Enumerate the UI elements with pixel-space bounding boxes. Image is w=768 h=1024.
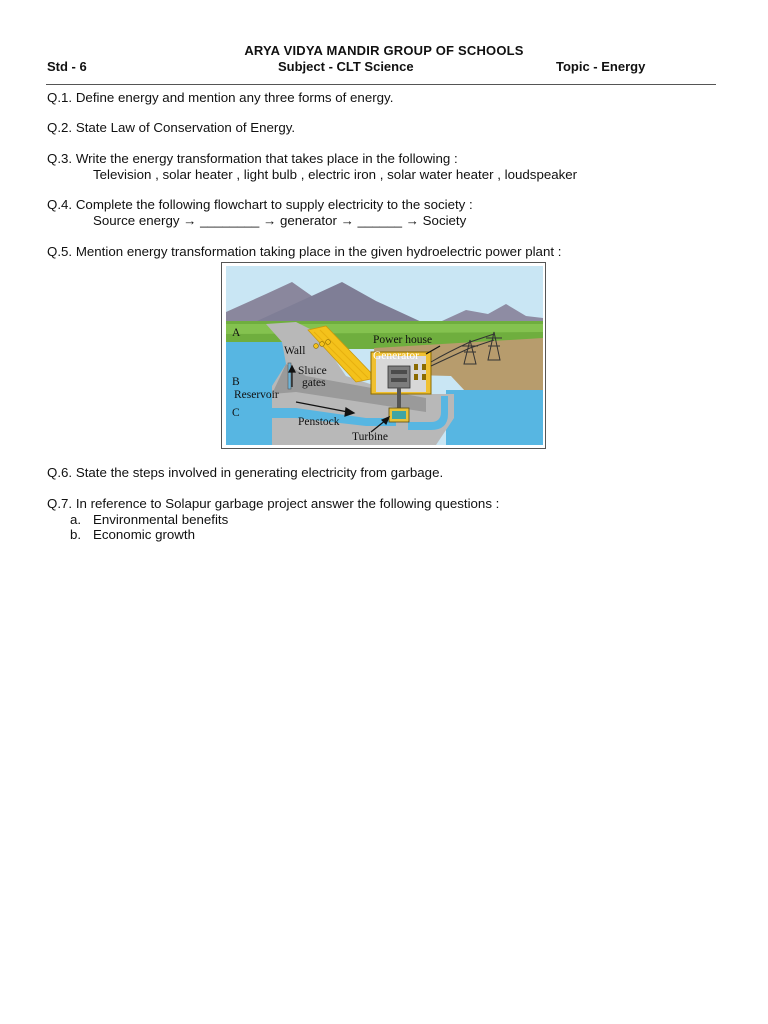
question-7-item-b-marker: b. xyxy=(70,527,82,542)
question-4-flowchart: Source energy → ________ → generator → ______ → Society xyxy=(93,213,467,228)
question-3-items: Television , solar heater , light bulb , electric iron , solar water heater , loudspeaker xyxy=(93,167,578,182)
school-title: ARYA VIDYA MANDIR GROUP OF SCHOOLS xyxy=(244,43,524,58)
label-reservoir: Reservoir xyxy=(234,389,279,401)
subject-label: Subject - CLT Science xyxy=(278,59,414,74)
question-1: Q.1. Define energy and mention any three forms of energy. xyxy=(47,90,394,105)
label-generator: Generator xyxy=(373,350,419,362)
label-b: B xyxy=(232,376,240,388)
question-7-item-b: Economic growth xyxy=(93,527,195,542)
question-7-item-a: Environmental benefits xyxy=(93,512,229,527)
question-7: Q.7. In reference to Solapur garbage project answer the following questions : xyxy=(47,496,500,511)
generator xyxy=(388,366,410,388)
label-power-house: Power house xyxy=(373,334,433,346)
topic-label: Topic - Energy xyxy=(556,59,646,74)
question-6: Q.6. State the steps involved in generating electricity from garbage. xyxy=(47,465,444,480)
std-label: Std - 6 xyxy=(47,59,87,74)
hydroelectric-plant-figure xyxy=(221,262,546,449)
label-gates: gates xyxy=(302,377,326,389)
question-5: Q.5. Mention energy transformation taking place in the given hydroelectric power plant : xyxy=(47,244,562,259)
question-2: Q.2. State Law of Conservation of Energy. xyxy=(47,120,296,135)
question-7-item-a-marker: a. xyxy=(70,512,82,527)
downstream-water xyxy=(446,390,543,445)
question-4: Q.4. Complete the following flowchart to supply electricity to the society : xyxy=(47,197,473,212)
shaft xyxy=(397,388,401,410)
sluice-rod xyxy=(288,363,291,389)
label-sluice: Sluice xyxy=(298,365,327,377)
label-wall: Wall xyxy=(284,345,306,357)
question-3: Q.3. Write the energy transformation that takes place in the following : xyxy=(47,151,458,166)
label-turbine: Turbine xyxy=(352,431,388,443)
label-a: A xyxy=(232,327,241,339)
label-c: C xyxy=(232,407,240,419)
label-penstock: Penstock xyxy=(298,416,340,428)
header-rule xyxy=(46,84,716,85)
